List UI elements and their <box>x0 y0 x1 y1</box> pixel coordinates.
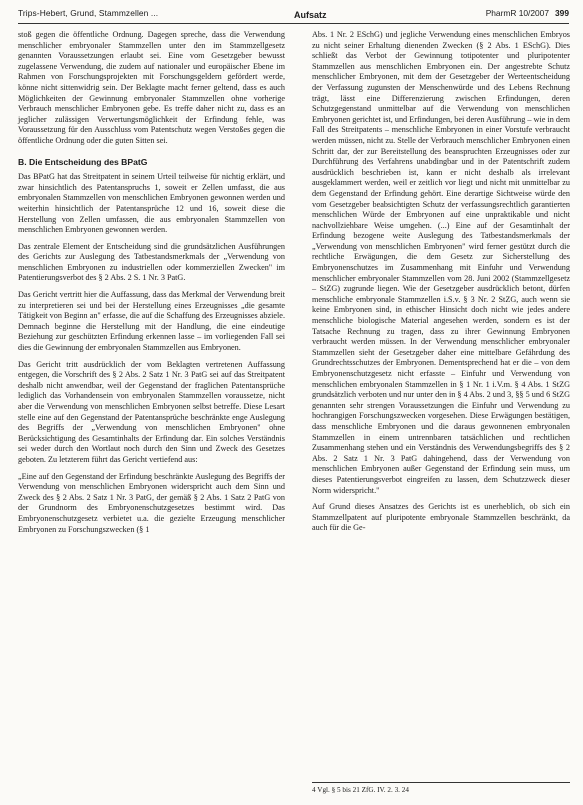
paragraph: Das zentrale Element der Entscheidung sind die grundsätzlichen Ausführungen des Gerichts zur Auslegung des Tatbestandsmerkmals der „Verwendung von menschlichen Embryonen zu industriellen oder kommerziellen Zwecken" im Patentierungsverbot des § 2 Abs. 2 S. 1 Nr. 3 PatG. <box>18 241 285 283</box>
footnote: 4 Vgl. § 5 bis 21 ZfG. IV. 2. 3. 24 <box>312 782 570 794</box>
right-column <box>312 30 570 540</box>
journal-info <box>486 8 569 18</box>
paragraph: Das BPatG hat das Streitpatent in seinem Urteil teilweise für nichtig erklärt, und zwar hinsichtlich des Patentanspruchs 1, soweit er Zellen umfasst, die aus embryonalen Stammzellen von menschlichen Embryonen gewonnen werden und weiterhin hinsichtlich der Patentansprüche 12 und 16, soweit diese die Herstellung von Zellen umfassen, die aus embryonalen Stammzellen von menschlichen Embryonen gewonnen werden. <box>18 172 285 235</box>
paragraph: „Eine auf den Gegenstand der Erfindung beschränkte Auslegung des Begriffs der Verwendung von menschlichen Embryonen widerspricht auch dem Sinn und Zweck des § 2 Abs. 2 Satz 1 Nr. 3 PatG, der gemäß § 2 Abs. 1 Satz 2 PatG von der Grundnorm des Embryonenschutzgesetzes bestimmt wird. Das Embryonenschutzgesetz verbietet u.a. die gezielte Erzeugung menschlicher Embryonen zu Forschungszwecken (§ 1 <box>18 471 285 534</box>
section-heading: B. Die Entscheidung des BPatG <box>18 156 148 167</box>
paragraph: Das Gericht vertritt hier die Auffassung, dass das Merkmal der Verwendung breit zu interpretieren sei und bei der Herstellung eines Erzeugnisses „die gesamte Tätigkeit von Beginn an" erfasse, die auf die Schaffung des Erzeugnisses abziele. Demnach beginne die Herstellung mit der Handlung, die eine eindeutige Beziehung zur geschützten Erfindung erkennen lasse – im vorliegenden Fall sei dies die Gewinnung der embryonalen Stammzellen aus Embryonen. <box>18 290 285 353</box>
paragraph: stoß gegen die öffentliche Ordnung. Dagegen spreche, dass die Verwendung menschlicher embryonaler Stammzellen unter den im Stammzellgesetz genannten Voraussetzungen erlaubt sei. Eine vom Gesetzgeber bewusst zugelassene Verwendung, die zudem auf nationaler und europäischer Ebene im Rahmen von Forschungsprojekten mit Forschungsgeldern gefördert werde, könne nicht sittenwidrig sein. Der Beklagte macht ferner geltend, dass es auch Möglichkeiten der Gewinnung embryonaler Stammzellen ohne vorherige Verbrauch menschlicher Embryonen gebe. Es treffe daher nicht zu, dass es an jeglicher zulässigen Verwertungsmöglichkeit der Erfindung fehle, was Voraussetzung für den Ausschluss vom Patentschutz wegen Verstoßes gegen die öffentliche Ordnung oder die guten Sitten sei. <box>18 30 285 145</box>
page-number: 399 <box>555 8 569 18</box>
journal-issue: PharmR 10/2007 <box>485 8 550 18</box>
paragraph: Das Gericht tritt ausdrücklich der vom Beklagten vertretenen Auffassung entgegen, die Vorschrift des § 2 Abs. 2 Satz 1 Nr. 3 PatG sei auf das Streitpatent deshalb nicht anwendbar, weil der Gegenstand der fraglichen Patentansprüche lediglich das Vorhandensein von embryonalen Stammzellen voraussetze, nicht aber die Verwendung von menschlichen Embryonen selbst betreffe. Diese Lesart stelle eine auf den Gegenstand der Patentansprüche beschränkte enge Auslegung des Begriffs der „Verwendung von menschlichen Embryonen" ohne Berücksichtigung des Gesamtinhalts der Erfindung dar. Ein solches Verständnis sei weder durch den Wortlaut noch durch den Sinn und Zweck des Gesetzes geboten. Zu letzterem führt das Gericht vertiefend aus: <box>18 359 285 464</box>
page-header <box>18 6 569 24</box>
paragraph: Auf Grund dieses Ansatzes des Gerichts ist es unerheblich, ob sich ein Stammzellpatent auf pluripotente embryonale Stammzellen beschränkt, da auch für die Ge- <box>312 502 570 533</box>
section-label: Aufsatz <box>294 10 327 20</box>
paragraph: Abs. 1 Nr. 2 ESchG) und jegliche Verwendung eines menschlichen Embryos zu nicht seiner Erhaltung dienenden Zwecken (§ 2 Abs. 1 ESchG). Dies schließt das Verbot der Gewinnung totipotenter und pluripotenter Stammzellen aus menschlichen Embryonen ein. Der angestrebte Schutz menschlicher Embryonen, mit dem der Gesetzgeber der Werteentscheidung der Verfassung zugunsten der Menschenwürde und des Lebens Rechnung trägt, lässt eine Differenzierung zwischen Erfindungen, deren Schutzgegenstand unmittelbar auf die Verwendung von menschlichen Embryonen gerichtet ist, und Erfindungen, bei deren Ausführung – wie in dem Fall des Streitpatents – menschliche Embryonen in einer Vorstufe verbraucht werden müssen, nicht zu. Stelle der Verbrauch menschlicher Embryonen einen Schritt dar, der zur Bereitstellung des beanspruchten Erzeugnisses oder zur Durchführung des Verfahrens unabdingbar und in der Patentschrift zudem ausdrücklich beschrieben ist, kann er nicht deshalb als irrelevant ausgeklammert werden, weil er zeitlich vor liegt und nicht mit unmittelbar zu dem Gegenstand der Erfindung gehört. Eine derartige Sichtweise würde den vom Gesetzgeber beabsichtigten Schutz der verfassungsrechtlich garantierten menschlichen Würde der Embryonen auf eine unpraktikable und nicht nachvollziehbare Weise umgehen. (...) Eine auf der Gesamtinhalt der Erfindung bezogene weite Auslegung des Tatbestandsmerkmals der „Verwendung von menschlichen Embryonen" wird ferner gestützt durch die rechtliche Erwägungen, die dem Gesetz zur Sicherstellung des Embryonenschutzes im Zusammenhang mit Einfuhr und Verwendung menschlicher embryonaler Stammzellen vom 28. Juni 2002 (Stammzellgesetz – StZG) zugrunde liegen. Wie der Gesetzgeber ausdrücklich betont, dürfen menschliche embryonale Stammzellen i.S.v. § 3 Nr. 2 StZG, auch wenn sie keine Embryonen sind, in ethischer Hinsicht doch nicht wie jedes andere menschliche biologische Material angesehen werden, sondern es ist der Tatsache Rechnung zu tragen, dass zu ihrer Gewinnung Embryonen verbraucht werden müssen. In der Verwendung menschlicher embryonaler Stammzellen sieht der Gesetzgeber daher eine mittelbare Gefährdung des Grundrechtsschutzes der Embryonen. Dementsprechend hat er die – von dem Embryonenschutzgesetz nicht erfasste – Einfuhr und Verwendung von menschlichen embryonalen Stammzellen in § 1 Nr. 1 i.V.m. § 4 Abs. 1 StZG grundsätzlich verboten und nur unter den in § 4 Abs. 2 und 3, §§ 5 und 6 StZG genannten sehr strengen Voraussetzungen die Einfuhr und Verwendung zu hochrangigen Forschungszwecken vorgesehen. Diese Erwägungen bestätigen, dass menschliche Embryonen und die daraus gewonnenen embryonalen Stammzellen in einem untrennbaren tatsächlichen und rechtlichen Zusammenhang stehen und ein Verständnis des Verwendungsbegriffs des § 2 Abs. 2 Satz 1 Nr. 3 PatG dahingehend, dass der Verwendung von menschlichen Embryonen außer Gegenstand der Erfindung sein muss, um dieses Patentierungsverbot eingreifen zu lassen, dem Schutzzweck dieser Norm widerspricht." <box>312 30 570 495</box>
running-head-authors: Trips-Hebert, Grund, Stammzellen ... <box>18 8 159 18</box>
left-column <box>18 30 285 541</box>
